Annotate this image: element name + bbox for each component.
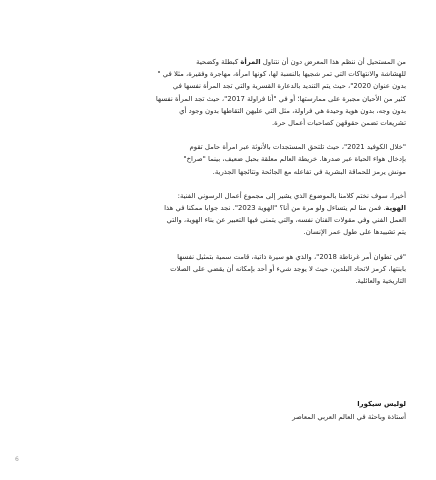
text-line: بدون عنوان 2020"، حيث يتم التنديد بالدعارة القسرية والتي تجد المرأة نفسها في — [172, 82, 406, 91]
text-line: العمل الفني وفي مقولات الفنان نفسه، والتي يتمنى فيها التعبير عن بناء الهوية، والتي — [166, 216, 406, 225]
paragraph-woman — [58, 56, 406, 129]
text-line: بإدخال هواء الحياة عبر صدرها. خريطة العالم معلقة بحبل ضعيف، بينما "صراخ" — [183, 155, 406, 164]
author-name: لوليس سيكورا — [357, 400, 406, 408]
paragraph-identity — [58, 190, 406, 239]
text-line: يتم تشييدها على طول عمر الإنسان. — [303, 228, 406, 237]
author-signature — [292, 398, 406, 423]
text-line: للهشاشة والانتهاكات التي تمر شجيها بالنسبة لها، كونها امرأة، مهاجرة وفقيرة، مثلا في " — [157, 70, 406, 79]
text-line: بابنتها، كرمز لاتحاد البلدين، حيث لا يوجد شيء أو أحد بإمكانه أن يقضي على الصلات — [170, 264, 406, 273]
text-line: بدون وجه، بدون هوية وحيدة هي فراولة، مثل التي عليهن التقاطها بدون وجود أي — [179, 106, 406, 115]
text-line: من المستحيل أن ننظم هذا المعرض دون أن نتناول المرأة كبطلة وكضحية — [196, 58, 406, 66]
paragraph-covid — [58, 141, 406, 178]
text-line: التاريخية والعائلية. — [355, 277, 406, 286]
text-line: "في تطوان أمر غرناطة 2018"، والذي هو سيرة ذاتية، قامت سمية بتمثيل نفسها — [177, 252, 406, 261]
author-role: أستاذة وباحثة في العالم العربي المعاصر — [292, 412, 406, 421]
article-body — [58, 56, 406, 287]
paragraph-tetouan — [58, 251, 406, 288]
page-number: 6 — [15, 456, 19, 463]
text-line: أخيرا، سوف نختم كلامنا بالموضوع الذي يشير إلى مجموع أعمال الرسوني الفنية: — [177, 191, 406, 200]
text-line: الهوية. فمن منا لم يتساءل ولو مرة من أنا؟ "الهوية 2023". نجد جوابا ممكنا في هذا — [164, 204, 406, 213]
text-line: "خلال الكوفيد 2021"، حيث تلتحق المستجدات بالأنوثة عبر امرأة حامل تقوم — [189, 143, 406, 152]
text-line: تشريعات تضمن حقوقهن كصاحبات أعمال حرة. — [271, 119, 406, 128]
text-line: مونش يرمز للحماقة البشرية في تفاعله مع الجائحة ونتائجها الجذرية. — [212, 167, 406, 176]
text-line: كثير من الأحيان مجبرة على ممارستها؛ أو في "أنا فراولة 2017"، حيث تجد المرأة نفسها — [155, 94, 406, 103]
